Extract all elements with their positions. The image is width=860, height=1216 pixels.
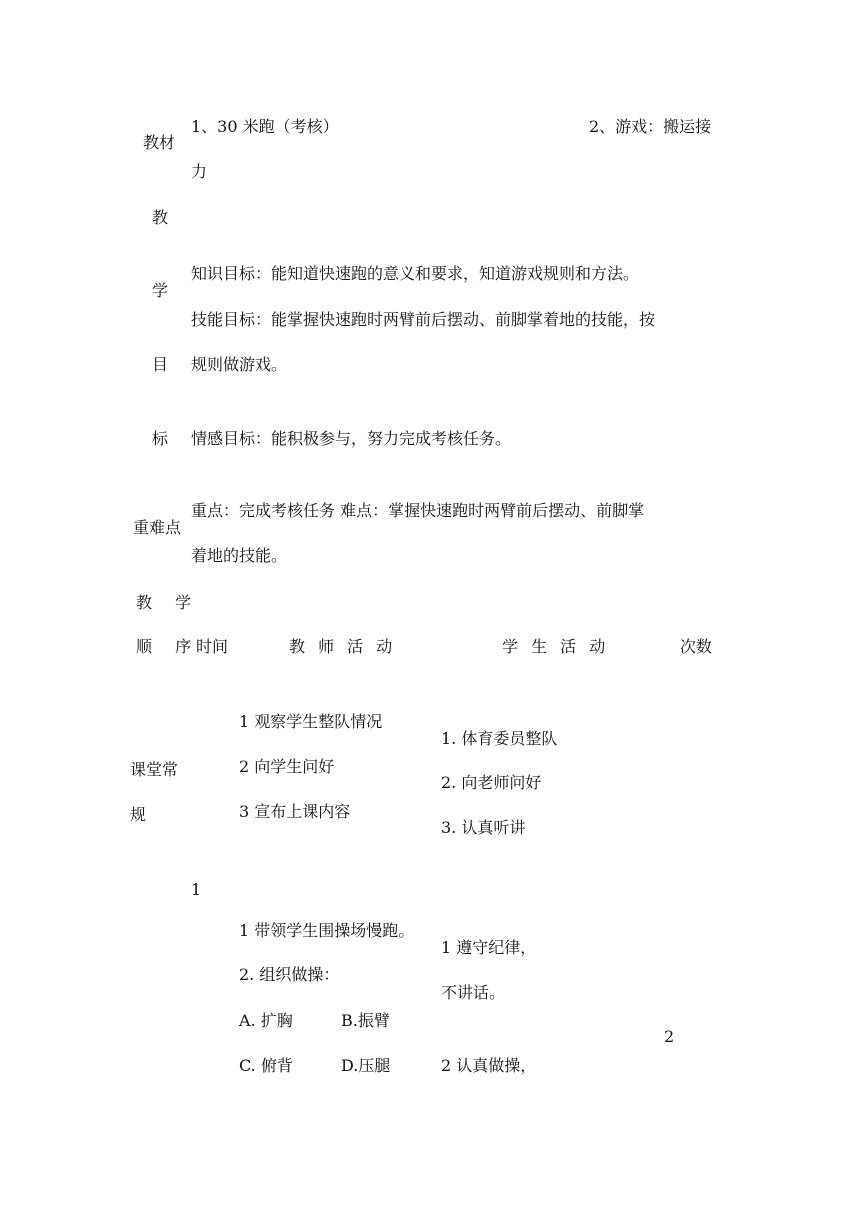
warmup-count: 2 (664, 1027, 675, 1046)
skill-objective-line-2: 规则做游戏。 (191, 355, 288, 374)
skill-objective-line-1: 技能目标：能掌握快速跑时两臂前后摆动、前脚掌着地的技能，按 (191, 310, 656, 329)
key-points-line-2: 着地的技能。 (191, 546, 288, 565)
header-count: 次数 (680, 637, 713, 656)
materials-item-2-continued: 力 (191, 162, 208, 181)
materials-label: 教材 (143, 133, 176, 152)
header-student-activity: 学 生 活 动 (502, 637, 610, 656)
warmup-time: 1 (191, 880, 202, 899)
objectives-label-char-2: 学 (152, 281, 169, 300)
exercise-c: C. 俯背 (239, 1056, 293, 1075)
header-time: 时间 (196, 637, 229, 656)
exercise-d: D.压腿 (341, 1056, 391, 1075)
warmup-student-item-1-continued: 不讲话。 (441, 983, 506, 1002)
routine-teacher-item-2: 2 向学生问好 (239, 757, 335, 776)
routine-teacher-item-1: 1 观察学生整队情况 (239, 712, 383, 731)
header-order-line-2: 顺 序 (136, 637, 201, 656)
objectives-label-char-4: 标 (152, 429, 169, 448)
routine-label-line-2: 规 (130, 805, 147, 824)
warmup-teacher-item-1: 1 带领学生围操场慢跑。 (239, 921, 415, 940)
routine-student-item-2: 2. 向老师问好 (441, 773, 542, 792)
routine-teacher-item-3: 3 宣布上课内容 (239, 802, 351, 821)
header-order-line-1: 教 学 (136, 593, 201, 612)
emotion-objective: 情感目标：能积极参与，努力完成考核任务。 (191, 429, 512, 448)
exercise-b: B.振臂 (341, 1011, 390, 1030)
header-teacher-activity: 教 师 活 动 (289, 637, 397, 656)
warmup-teacher-item-2: 2. 组织做操： (239, 965, 340, 984)
routine-student-item-3: 3. 认真听讲 (441, 818, 526, 837)
warmup-student-item-2: 2 认真做操， (441, 1056, 537, 1075)
materials-item-1: 1、30 米跑（考核） (191, 117, 339, 136)
exercise-a: A. 扩胸 (239, 1011, 293, 1030)
objectives-label-char-3: 目 (152, 355, 169, 374)
objectives-label-char-1: 教 (152, 208, 169, 227)
routine-student-item-1: 1. 体育委员整队 (441, 729, 558, 748)
warmup-student-item-1: 1 遵守纪律， (441, 938, 537, 957)
knowledge-objective: 知识目标：能知道快速跑的意义和要求，知道游戏规则和方法。 (191, 264, 640, 283)
key-points-label: 重难点 (133, 518, 182, 537)
materials-item-2: 2、游戏：搬运接 (589, 117, 712, 136)
routine-label-line-1: 课堂常 (130, 760, 179, 779)
key-points-line-1: 重点：完成考核任务 难点：掌握快速跑时两臂前后摆动、前脚掌 (191, 501, 645, 520)
